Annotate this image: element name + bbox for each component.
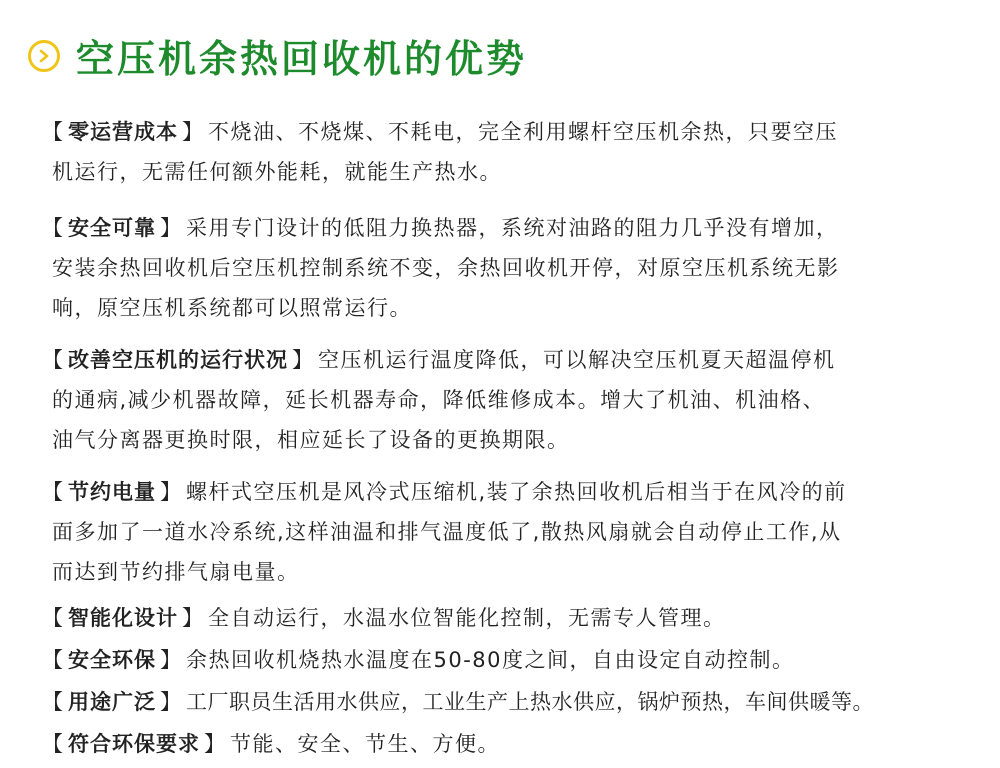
- advantage-text: 节能、安全、节生、方便。: [230, 732, 500, 756]
- advantage-text: 安装余热回收机后空压机控制系统不变，余热回收机开停，对原空压机系统无影: [52, 256, 840, 280]
- advantage-item: [38, 598, 993, 638]
- advantage-item: [38, 208, 993, 328]
- advantage-text: 油气分离器更换时限，相应延长了设备的更换期限。: [52, 428, 570, 452]
- advantage-text: 全自动运行，水温水位智能化控制，无需专人管理。: [208, 606, 726, 630]
- advantage-tag: 【 零运营成本 】: [42, 120, 204, 144]
- advantage-item: [38, 640, 993, 680]
- advantage-tag: 【 节约电量 】: [42, 480, 182, 504]
- advantage-item: [38, 724, 993, 764]
- advantage-text: 不烧油、不烧煤、不耗电，完全利用螺杆空压机余热，只要空压: [208, 120, 838, 144]
- advantage-tag: 【 改善空压机的运行状况 】: [42, 348, 314, 372]
- advantage-text: 空压机运行温度降低，可以解决空压机夏天超温停机: [318, 348, 836, 372]
- advantage-text: 机运行，无需任何额外能耗，就能生产热水。: [52, 160, 502, 184]
- advantage-text: 螺杆式空压机是风冷式压缩机,装了余热回收机后相当于在风冷的前: [186, 480, 847, 504]
- advantage-text: 的通病,减少机器故障，延长机器寿命，降低维修成本。增大了机油、机油格、: [52, 388, 826, 412]
- chevron-right-icon: [28, 40, 60, 72]
- advantage-item: [38, 340, 993, 460]
- advantage-tag: 【 安全可靠 】: [42, 216, 182, 240]
- advantage-item: [38, 472, 993, 592]
- advantage-text: 面多加了一道水冷系统,这样油温和排气温度低了,散热风扇就会自动停止工作,从: [52, 520, 842, 544]
- advantage-text: 而达到节约排气扇电量。: [52, 560, 300, 584]
- advantage-text: 响，原空压机系统都可以照常运行。: [52, 296, 412, 320]
- header: [28, 28, 527, 83]
- advantage-text: 采用专门设计的低阻力换热器，系统对油路的阻力几乎没有增加，: [186, 216, 839, 240]
- advantage-item: [38, 112, 993, 192]
- advantage-item: [38, 682, 993, 722]
- page-title: 空压机余热回收机的优势: [76, 37, 528, 81]
- advantage-tag: 【 符合环保要求 】: [42, 732, 226, 756]
- advantage-text: 余热回收机烧热水温度在50-80度之间，自由设定自动控制。: [186, 648, 795, 672]
- advantage-text: 工厂职员生活用水供应，工业生产上热水供应，锅炉预热，车间供暖等。: [186, 690, 874, 714]
- advantage-tag: 【 安全环保 】: [42, 648, 182, 672]
- advantage-tag: 【 用途广泛 】: [42, 690, 182, 714]
- advantage-tag: 【 智能化设计 】: [42, 606, 204, 630]
- advantages-list: [38, 112, 993, 764]
